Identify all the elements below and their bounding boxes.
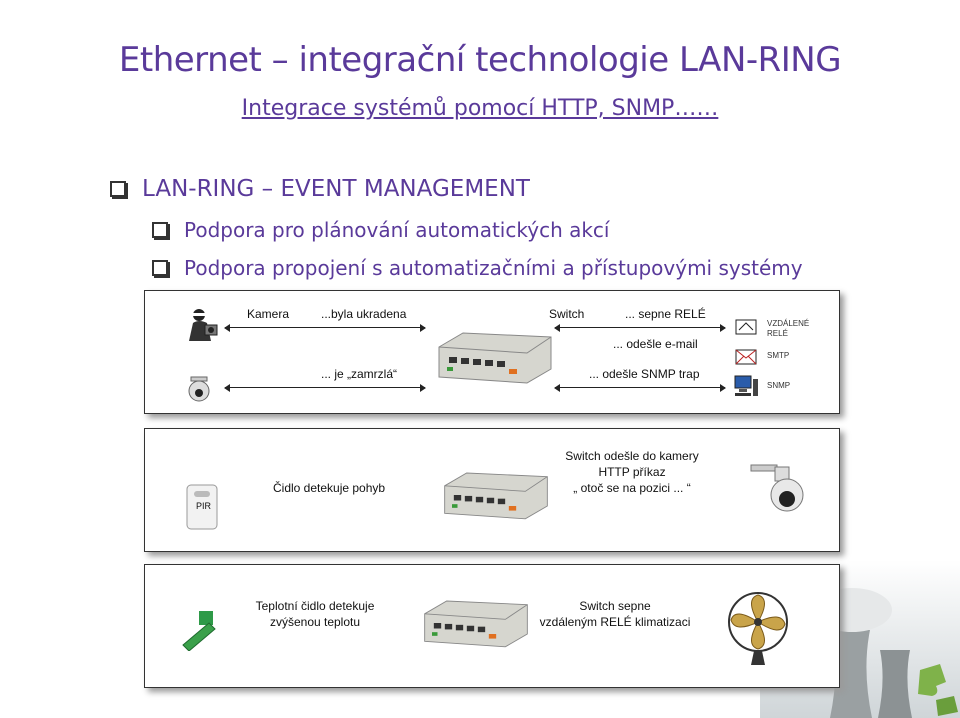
label-zvysena-teplota: zvýšenou teplotu (269, 615, 361, 629)
bullet-text: Podpora propojení s automatizačními a přístupovými systémy (184, 256, 803, 280)
checkbox-bullet-icon (152, 222, 168, 238)
thief-icon (183, 307, 223, 343)
label-sepne-rele: ... sepne RELÉ (625, 307, 706, 321)
arrow-switch-rele (555, 327, 725, 328)
label-rele: RELÉ (767, 329, 788, 338)
bullet-integration (152, 256, 803, 280)
label-http-prikaz: HTTP příkaz (598, 465, 666, 479)
label-otoc: „ otoč se na pozici ... “ (573, 481, 691, 495)
checkbox-bullet-icon (110, 181, 126, 197)
network-switch-icon (421, 595, 531, 651)
label-switch: Switch (549, 307, 585, 321)
panel-camera-events (144, 290, 840, 414)
computer-icon (733, 375, 759, 397)
label-cidlo-detekuje: Čidlo detekuje pohyb (273, 481, 386, 495)
label-switch-sepne: Switch sepne (579, 599, 651, 613)
panel-temperature (144, 564, 840, 688)
label-smtp: SMTP (767, 351, 790, 360)
bullet-text: Podpora pro plánování automatických akcí (184, 218, 610, 242)
label-pir: PIR (196, 501, 212, 511)
label-odesle-email: ... odešle e-mail (613, 337, 698, 351)
bullet-event-management (110, 176, 530, 202)
bullet-planning (152, 218, 610, 242)
fan-icon (725, 589, 791, 669)
relay-icon (735, 319, 757, 335)
arrow-camera-switch (225, 387, 425, 388)
arrow-switch-snmp (555, 387, 725, 388)
label-je-zamrzla: ... je „zamrzlá“ (321, 367, 398, 381)
email-icon (735, 349, 757, 365)
label-vzdalenym-rele: vzdáleným RELÉ klimatizaci (539, 615, 691, 629)
page-subtitle: Integrace systémů pomocí HTTP, SNMP…… (241, 96, 719, 121)
network-switch-icon (435, 329, 555, 385)
label-vzdalene: VZDÁLENÉ (767, 319, 810, 328)
checkbox-bullet-icon (152, 260, 168, 276)
page-title: Ethernet – integrační technologie LAN-RING (118, 40, 842, 80)
label-kamera: Kamera (247, 307, 290, 321)
bullet-text: LAN-RING – EVENT MANAGEMENT (142, 176, 530, 202)
label-snmp: SNMP (767, 381, 791, 390)
label-odesle-snmp: ... odešle SNMP trap (589, 367, 700, 381)
label-byla-ukradena: ...byla ukradena (321, 307, 407, 321)
temperature-sensor-icon (179, 609, 221, 651)
label-switch-odesle: Switch odešle do kamery (565, 449, 699, 463)
network-switch-icon (441, 467, 551, 523)
arrow-kamera-switch (225, 327, 425, 328)
panel-pir-camera (144, 428, 840, 552)
ptz-camera-icon (749, 459, 809, 515)
dome-camera-icon (185, 375, 213, 403)
label-teplotni-cidlo: Teplotní čidlo detekuje (255, 599, 375, 613)
